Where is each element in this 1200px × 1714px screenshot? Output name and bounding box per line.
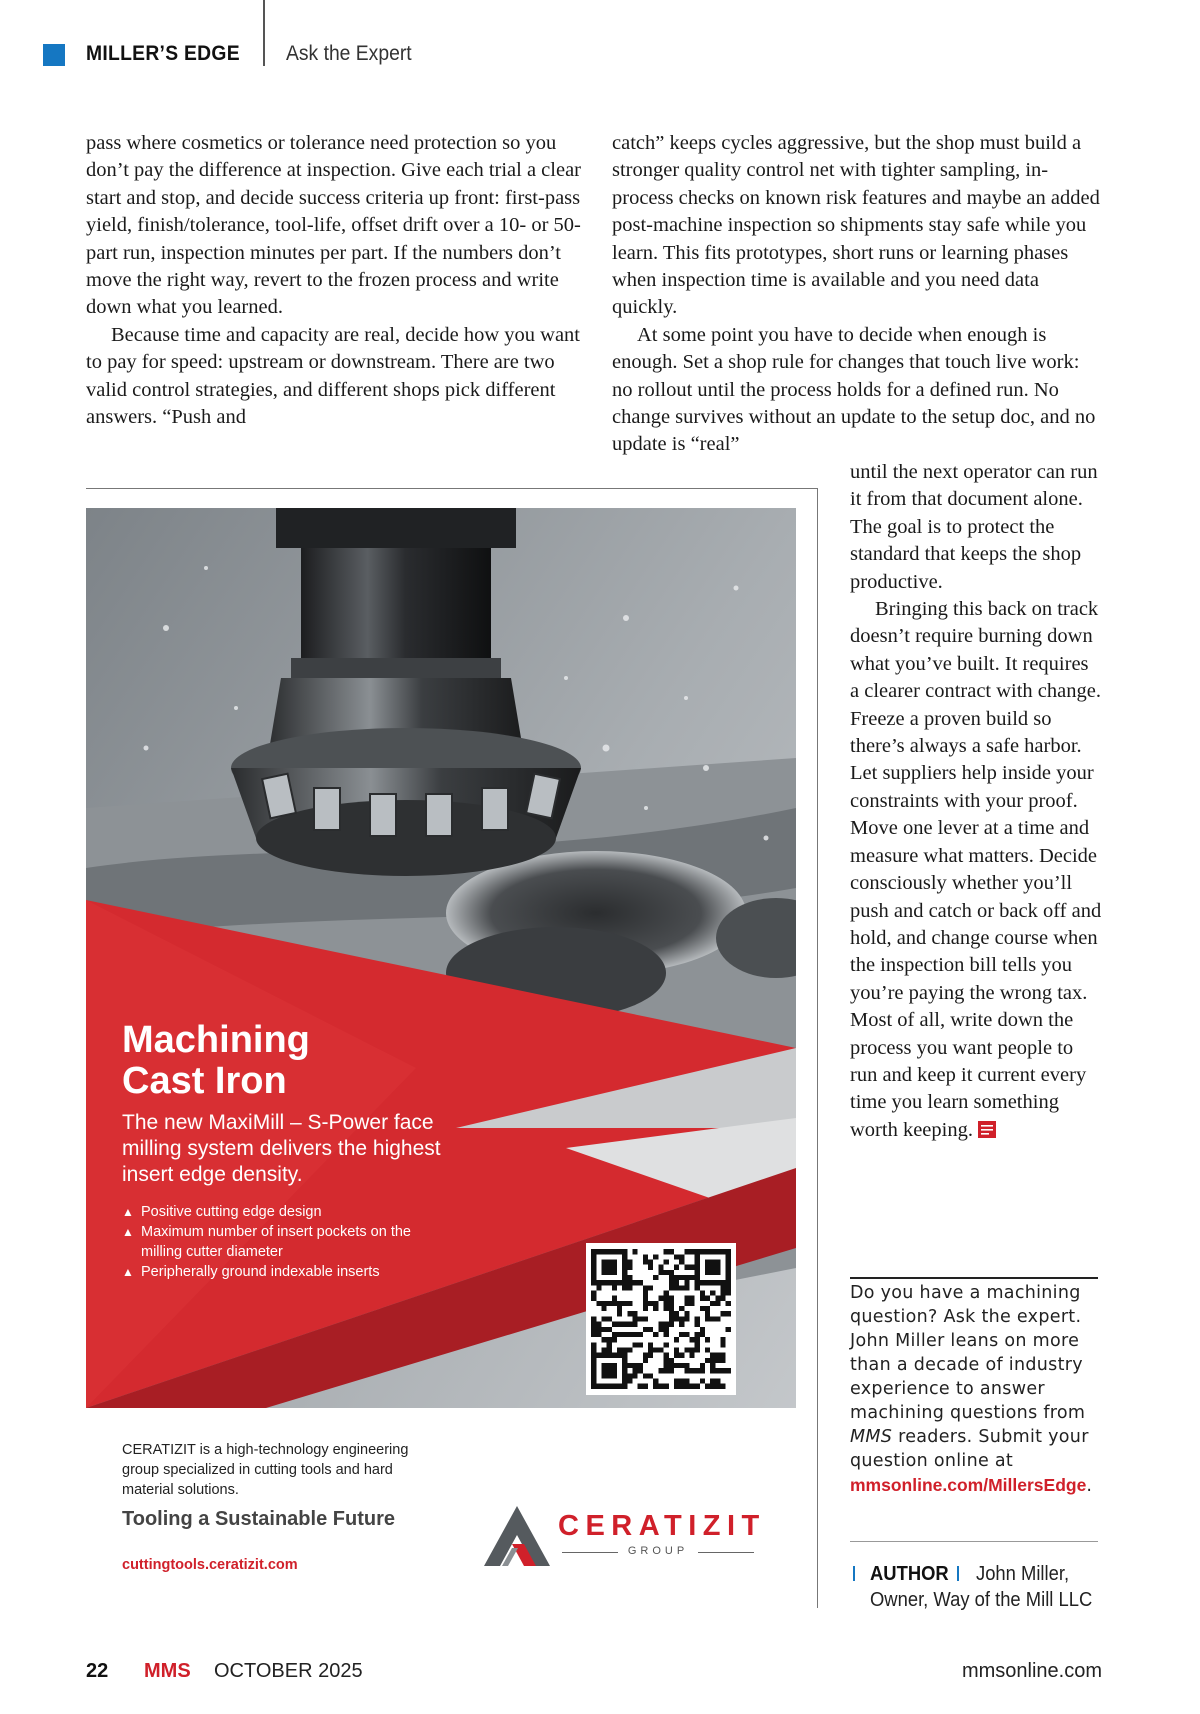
author-separator xyxy=(957,1566,959,1581)
article-column-narrow xyxy=(850,459,1102,1144)
ad-feature-item: ▲ Maximum number of insert pockets on the milling cutter diameter xyxy=(122,1224,411,1260)
triangle-bullet-icon: ▲ xyxy=(122,1265,134,1279)
ad-company-description: CERATIZIT is a high-technology engineering group specialized in cutting tools and hard material solutions. xyxy=(122,1442,409,1498)
submit-question-link[interactable]: mmsonline.com/MillersEdge xyxy=(850,1475,1087,1495)
ceratizit-advertisement[interactable] xyxy=(86,508,796,1586)
ad-feature-item: ▲ Positive cutting edge design xyxy=(122,1204,322,1220)
article-closing-text: Bringing this back on track doesn’t require burning down what you’ve built. It requires a clearer contract with change. Freeze a proven build so there’s always a safe harbor. Let suppliers help inside your constraints with your proof. Move one lever at a time and measure what matters. Decide consciously whether you’ll push and catch or back off and hold, and change course when the inspection bill tells you you’re paying the wrong tax. Most of all, write down the process you want people to run and keep it current every time you learn something worth keeping. xyxy=(850,598,1102,1141)
page-number: 22 xyxy=(86,1660,109,1682)
sidebar-rule-bottom xyxy=(850,1541,1098,1542)
footer-website[interactable]: mmsonline.com xyxy=(961,1660,1102,1682)
header-divider xyxy=(263,0,265,66)
footer-magazine: MMS xyxy=(144,1660,191,1682)
footer-issue-date: OCTOBER 2025 xyxy=(214,1660,363,1682)
ad-frame-top xyxy=(86,488,818,489)
author-label: AUTHOR xyxy=(870,1563,949,1585)
article-column-right xyxy=(612,130,1102,459)
triangle-bullet-icon: ▲ xyxy=(122,1205,134,1219)
sidebar-rule-top xyxy=(850,1277,1098,1279)
section-title: MILLER’S EDGE xyxy=(86,42,240,65)
ad-feature-list xyxy=(122,1202,432,1282)
end-mark-icon xyxy=(978,1121,996,1138)
article-column-left xyxy=(86,130,586,431)
ceratizit-logo xyxy=(482,1504,772,1574)
ask-the-expert-box: Do you have a machining question? Ask the expert. John Miller leans on more than a decade of industry experience to answer machining questions from MMS readers. Submit your question online at mmsonline.com/MillersEdge. xyxy=(850,1283,1093,1496)
article-paragraph: Because time and capacity are real, decide how you want to pay for speed: upstream or downstream. There are two valid control strategies, and different shops pick different answers. “Push and xyxy=(86,323,581,429)
section-subtitle: Ask the Expert xyxy=(286,42,412,65)
magazine-name: MMS xyxy=(850,1427,893,1447)
author-role: Owner, Way of the Mill LLC xyxy=(870,1589,1093,1611)
ad-feature-item: ▲ Peripherally ground indexable inserts xyxy=(122,1264,380,1280)
ceratizit-logo-icon xyxy=(482,1504,552,1570)
author-marker xyxy=(853,1566,855,1581)
qr-code[interactable] xyxy=(586,1243,736,1395)
triangle-bullet-icon: ▲ xyxy=(122,1225,134,1239)
section-marker xyxy=(43,44,65,66)
article-paragraph xyxy=(850,596,1102,1144)
author-name: John Miller, xyxy=(976,1563,1070,1585)
ad-frame-side xyxy=(817,488,818,1608)
logo-wordmark: CERATIZIT xyxy=(558,1510,766,1542)
article-paragraph: until the next operator can run it from that document alone. The goal is to protect the standard that keeps the shop productive. xyxy=(850,461,1098,593)
article-paragraph: pass where cosmetics or tolerance need protection so you don’t pay the difference at inspection. Give each trial a clear start and stop, and decide success criteria up front: first-pass yield, finish/tolerance, tool-life, offset drift over a 10- or 50-part run, inspection minutes per part. If the numbers don’t move the right way, revert to the frozen process and write down what you learned. xyxy=(86,132,582,319)
logo-group-label: GROUP xyxy=(558,1545,758,1557)
ad-headline: Machining Cast Iron xyxy=(122,1019,310,1102)
ad-lead-text: The new MaxiMill – S-Power face milling system delivers the highest insert edge density. xyxy=(122,1111,441,1186)
ad-website-link[interactable]: cuttingtools.ceratizit.com xyxy=(122,1557,298,1573)
article-paragraph: At some point you have to decide when enough is enough. Set a shop rule for changes that touch live work: no rollout until the process holds for a defined run. No change survives without an update to the setup doc, and no update is “real” xyxy=(612,323,1096,456)
ad-tagline: Tooling a Sustainable Future xyxy=(122,1508,395,1530)
article-paragraph: catch” keeps cycles aggressive, but the shop must build a stronger quality control net with tighter sampling, in-process checks on known risk features and maybe an added post-machine inspection so shipments stay safe while you learn. This fits prototypes, short runs or learning phases when inspection time is available and you need data quickly. xyxy=(612,132,1100,319)
